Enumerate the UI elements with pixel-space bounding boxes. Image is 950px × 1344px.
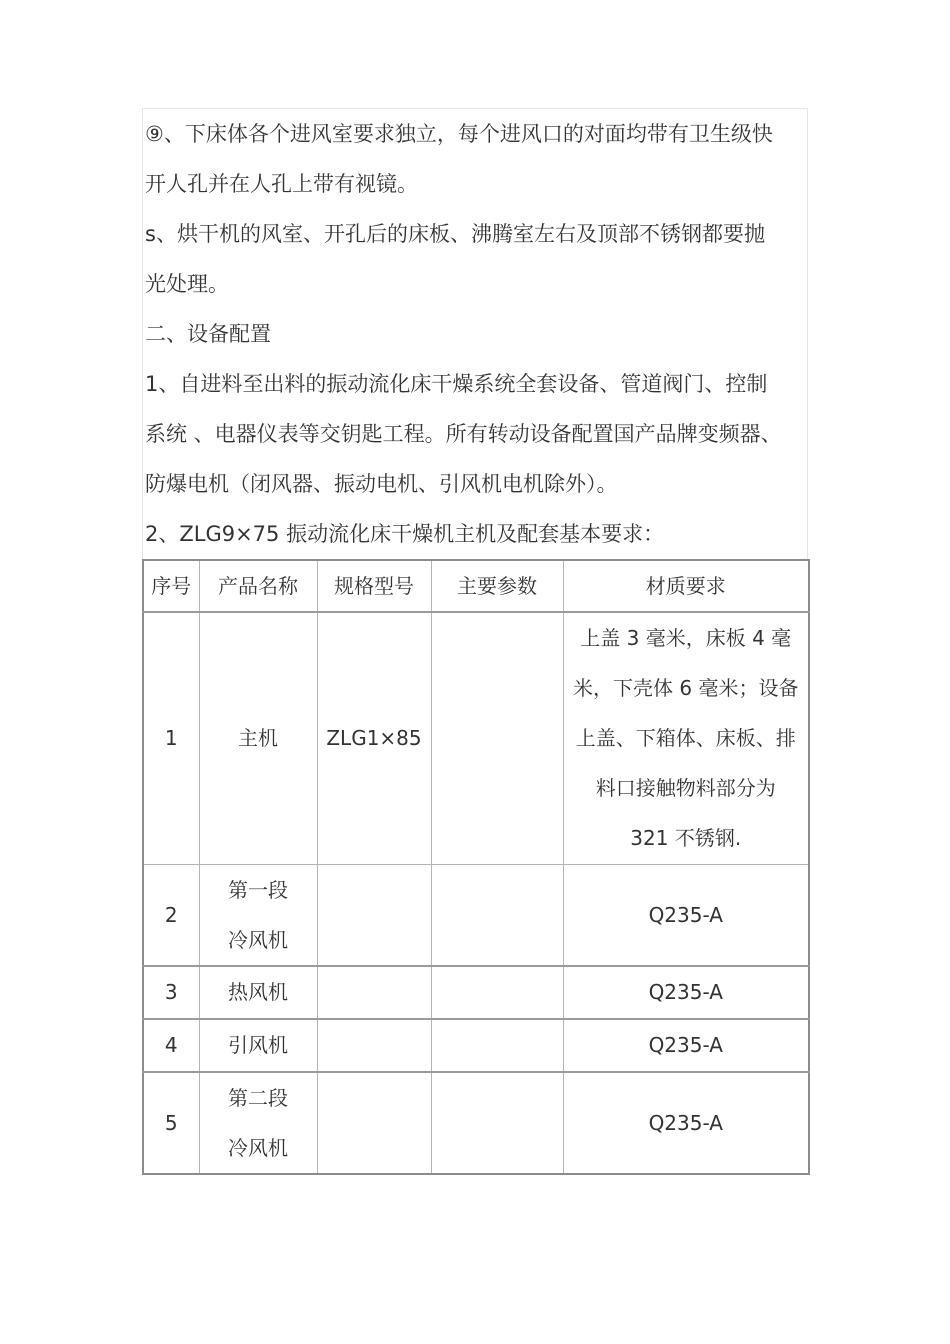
cell-params [431,864,563,966]
cell-name-line: 主机 [238,726,278,751]
cell-material: Q235-A [563,1019,809,1072]
cell-name [199,1072,317,1174]
material-line: 321 不锈钢. [630,826,742,851]
cell-params [431,612,563,864]
paragraph-line: 开人孔并在人孔上带有视镜。 [145,172,418,196]
paragraph-line: 防爆电机（闭风器、振动电机、引风机电机除外）。 [145,472,618,496]
cell-model [317,1019,431,1072]
material-line: 上盖 3 毫米，床板 4 毫 [580,626,792,651]
table-header-row [143,560,809,612]
cell-material: Q235-A [563,966,809,1019]
header-no: 序号 [143,560,199,612]
cell-params [431,1019,563,1072]
header-model: 规格型号 [317,560,431,612]
cell-params [431,966,563,1019]
equipment-table [142,559,810,1175]
material-line: 料口接触物料部分为 [595,776,776,801]
cell-model [317,966,431,1019]
table-row [143,864,809,966]
cell-model: ZLG1×85 [317,612,431,864]
cell-material: Q235-A [563,1072,809,1174]
cell-params [431,1072,563,1174]
header-material: 材质要求 [563,560,809,612]
header-params: 主要参数 [431,560,563,612]
paragraph-line: 系统 、电器仪表等交钥匙工程。所有转动设备配置国产品牌变频器、 [145,422,782,446]
cell-name [199,864,317,966]
table-row [143,966,809,1019]
paragraph-line: 1、自进料至出料的振动流化床干燥系统全套设备、管道阀门、控制 [145,372,768,396]
section-heading: 二、设备配置 [145,322,271,346]
cell-material: Q235-A [563,864,809,966]
paragraph-line: ⑨、下床体各个进风室要求独立，每个进风口的对面均带有卫生级快 [145,122,773,146]
cell-no: 2 [143,864,199,966]
cell-no: 3 [143,966,199,1019]
cell-name: 热风机 [199,966,317,1019]
material-line: 上盖、下箱体、床板、排 [575,726,796,751]
paragraph-line: 光处理。 [145,272,229,296]
cell-model [317,864,431,966]
material-line: 米，下壳体 6 毫米；设备 [573,676,799,701]
cell-name-line: 第一段 [228,877,288,902]
cell-name-line: 冷风机 [228,1135,288,1160]
paragraph-line: 2、ZLG9×75 振动流化床干燥机主机及配套基本要求： [145,522,665,546]
header-name: 产品名称 [199,560,317,612]
cell-model [317,1072,431,1174]
table-row [143,1019,809,1072]
cell-no: 5 [143,1072,199,1174]
document-content [142,108,808,1175]
cell-name-line: 第二段 [228,1085,288,1110]
cell-name-line: 冷风机 [228,927,288,952]
table-row [143,612,809,864]
cell-no: 4 [143,1019,199,1072]
cell-no: 1 [143,612,199,864]
table-row [143,1072,809,1174]
cell-name: 引风机 [199,1019,317,1072]
paragraph-block [142,108,808,559]
cell-name [199,612,317,864]
cell-material [563,612,809,864]
paragraph-line: s、烘干机的风室、开孔后的床板、沸腾室左右及顶部不锈钢都要抛 [145,222,765,246]
